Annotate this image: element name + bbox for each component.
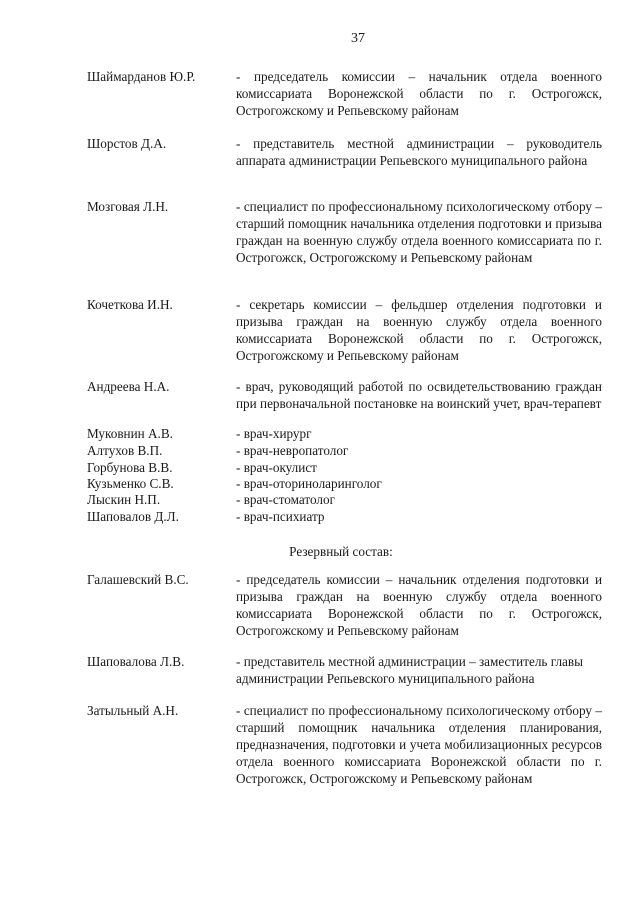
reserve-member-name: Шаповалова Л.В.: [87, 654, 185, 669]
reserve-section-title: Резервный состав:: [289, 544, 393, 559]
member-name: Муковнин А.В.: [87, 426, 173, 441]
member-role: - представитель местной администрации – руководитель аппарата администрации Репьевского муниципального района: [236, 136, 602, 168]
member-name: Мозговая Л.Н.: [87, 199, 169, 214]
reserve-member-role: - специалист по профессиональному психологическому отбору – старший помощник начальника отделения планирования, предназначения, подготовки и учета мобилизационных ресурсов отдела военного комиссариата Воронежской области по г. Острогожск, Острогожскому и Репьевскому районам: [236, 703, 602, 786]
page-number: 37: [351, 31, 365, 46]
member-name: Лыскин Н.П.: [87, 492, 161, 507]
member-name: Шаповалов Д.Л.: [87, 509, 179, 524]
member-name: Алтухов В.П.: [87, 443, 163, 458]
member-role: - врач-окулист: [236, 460, 317, 475]
member-role: - врач, руководящий работой по освидетельствованию граждан при первоначальной постановке на воинский учет, врач-терапевт: [236, 379, 602, 411]
member-role: - врач-стоматолог: [236, 492, 336, 507]
member-role: - врач-психиатр: [236, 509, 325, 524]
member-role: - врач-невропатолог: [236, 443, 349, 458]
member-name: Шорстов Д.А.: [87, 136, 167, 151]
member-role: - врач-хирург: [236, 426, 312, 441]
member-name: Горбунова В.В.: [87, 460, 173, 475]
member-name: Кочеткова И.Н.: [87, 297, 173, 312]
reserve-member-role: - председатель комиссии – начальник отделения подготовки и призыва граждан на военную службу отдела военного комиссариата Воронежской области по г. Острогожск, Острогожскому и Репьевскому районам: [236, 572, 602, 638]
member-role: - врач-оториноларинголог: [236, 476, 382, 491]
member-name: Кузьменко С.В.: [87, 476, 174, 491]
member-name: Андреева Н.А.: [87, 379, 170, 394]
member-name: Шаймарданов Ю.Р.: [87, 69, 196, 84]
member-role: - специалист по профессиональному психологическому отбору – старший помощник начальника отделения подготовки и призыва граждан на военную службу отдела военного комиссариата по г. Острогожск, Острогожскому и Репьевскому районам: [236, 199, 602, 265]
reserve-member-name: Галашевский В.С.: [87, 572, 189, 587]
member-role: - председатель комиссии – начальник отдела военного комиссариата Воронежской области по г. Острогожск, Острогожскому и Репьевскому районам: [236, 69, 602, 118]
reserve-member-role: - представитель местной администрации – заместитель главы администрации Репьевского муниципального района: [236, 654, 583, 686]
reserve-member-name: Затыльный А.Н.: [87, 703, 179, 718]
member-role: - секретарь комиссии – фельдшер отделения подготовки и призыва граждан на военную службу отдела военного комиссариата Воронежской области по г. Острогожск, Острогожскому и Репьевскому районам: [236, 297, 602, 363]
